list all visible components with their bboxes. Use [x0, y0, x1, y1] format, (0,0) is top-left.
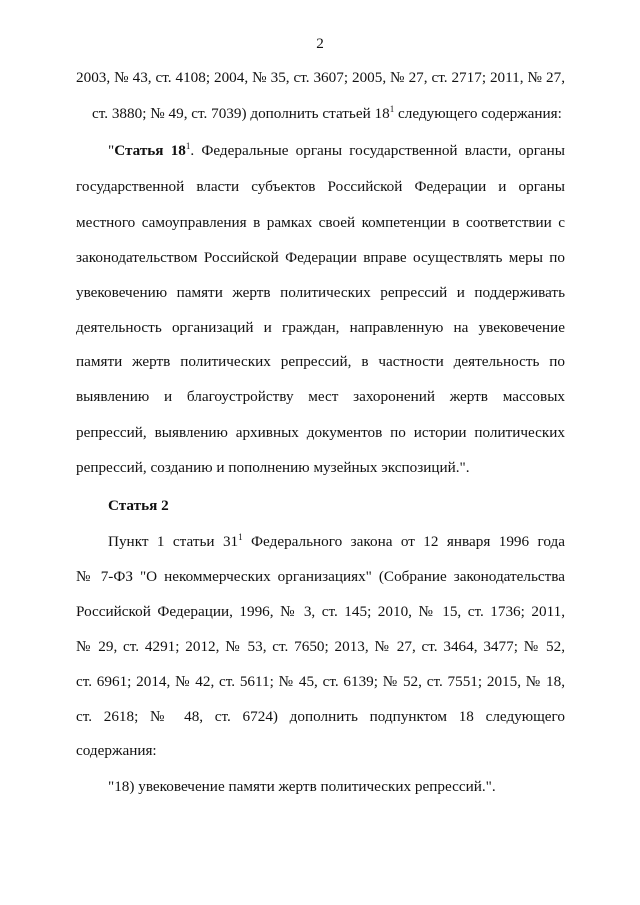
- text-line: памяти жертв политических репрессий, в частности деятельность по: [76, 353, 565, 370]
- text-line: увековечению памяти жертв политических репрессий и поддерживать: [76, 284, 565, 301]
- quoted-subpoint: "18) увековечение памяти жертв политических репрессий.".: [108, 778, 496, 795]
- text-line: репрессий, выявлению архивных документов по истории политических: [76, 424, 565, 441]
- superscript: 1: [389, 104, 395, 114]
- text-line: местного самоуправления в рамках своей компетенции в соответствии с: [76, 214, 565, 231]
- article-2-heading: Статья 2: [108, 497, 169, 514]
- text-line: Российской Федерации, 1996, № 3, ст. 145; 2010, № 15, ст. 1736; 2011,: [76, 603, 565, 620]
- text-line: № 29, ст. 4291; 2012, № 53, ст. 7650; 2013, № 27, ст. 3464, 3477; № 52,: [76, 638, 565, 655]
- text-line: ст. 3880; № 49, ст. 7039) дополнить статьей $18^1$ следующего содержания:: [92, 104, 562, 122]
- article-2-first-line: Пункт 1 статьи $31^1$ Федерального закона от 12 января 1996 года: [108, 532, 565, 550]
- text-line: деятельность организаций и граждан, направленную на увековечение: [76, 319, 565, 336]
- text-line: законодательством Российской Федерации вправе осуществлять меры по: [76, 249, 565, 266]
- text-line: ст. 6961; 2014, № 42, ст. 5611; № 45, ст. 6139; № 52, ст. 7551; 2015, № 18,: [76, 673, 565, 690]
- text-line: 2003, № 43, ст. 4108; 2004, № 35, ст. 3607; 2005, № 27, ст. 2717; 2011, № 27,: [76, 69, 565, 86]
- text-line: государственной власти субъектов Российской Федерации и органы: [76, 178, 565, 195]
- text-line: ст. 2618; № 48, ст. 6724) дополнить подпунктом 18 следующего: [76, 708, 565, 725]
- text-line: выявлению и благоустройству мест захоронений жертв массовых: [76, 388, 565, 405]
- text-line: содержания:: [76, 742, 157, 759]
- superscript: 1: [238, 532, 243, 542]
- page-number: 2: [316, 35, 324, 52]
- text-line: № 7-ФЗ "О некоммерческих организациях" (Собрание законодательства: [76, 568, 565, 585]
- text-line: репрессий, созданию и пополнению музейных экспозиций.".: [76, 459, 470, 476]
- article-18-1-first-line: "Статья $18^1$. Федеральные органы государственной власти, органы: [108, 141, 565, 159]
- superscript: 1: [185, 141, 191, 151]
- article-18-1-title: Статья 18: [114, 142, 186, 159]
